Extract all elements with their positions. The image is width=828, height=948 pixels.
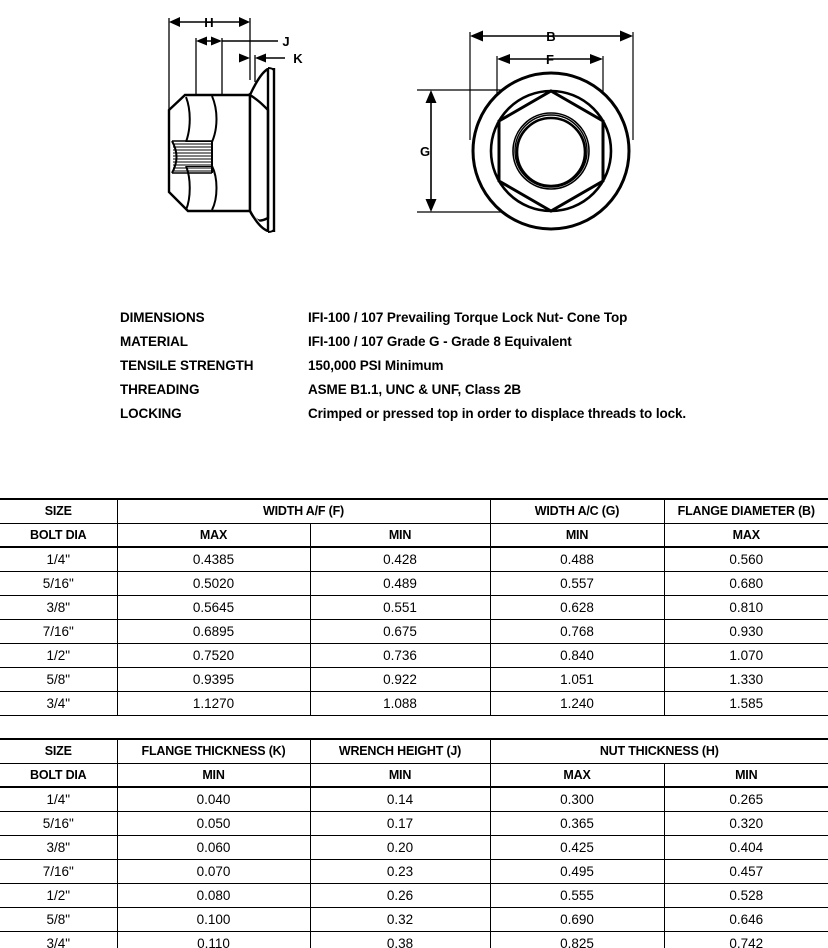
spec-row-tensile-strength	[120, 358, 820, 382]
t1-r3-c1: 0.6895	[117, 619, 310, 643]
t2-r3-c4: 0.457	[664, 859, 828, 883]
t1-r4-c4: 1.070	[664, 643, 828, 667]
t1-r6-c2: 1.088	[310, 691, 490, 715]
spec-row-threading	[120, 382, 820, 406]
t2-r0-c3: 0.300	[490, 787, 664, 811]
t1-r4-c1: 0.7520	[117, 643, 310, 667]
t2-r3-c1: 0.070	[117, 859, 310, 883]
table-row	[0, 691, 828, 715]
table-row	[0, 667, 828, 691]
t2-r6-c3: 0.825	[490, 931, 664, 948]
t2-group-header-size: SIZE	[0, 739, 117, 763]
thread-hole	[517, 118, 585, 186]
t1-sub-header-bolt-dia: BOLT DIA	[0, 523, 117, 547]
table-row	[0, 643, 828, 667]
table-1-sub-header-row	[0, 523, 828, 547]
spec-row-dimensions	[120, 310, 820, 334]
table-row	[0, 859, 828, 883]
t1-sub-header-af-min: MIN	[310, 523, 490, 547]
t2-sub-header-nut-max: MAX	[490, 763, 664, 787]
t2-r4-c2: 0.26	[310, 883, 490, 907]
table-2-sub-header-row	[0, 763, 828, 787]
dimension-label-f: F	[546, 52, 554, 67]
t1-r0-c0: 1/4"	[0, 547, 117, 571]
t1-r2-c4: 0.810	[664, 595, 828, 619]
spec-value-locking: Crimped or pressed top in order to displace threads to lock.	[308, 406, 687, 421]
t2-r6-c4: 0.742	[664, 931, 828, 948]
dimension-label-g: G	[419, 144, 431, 159]
t2-r0-c4: 0.265	[664, 787, 828, 811]
spec-value-tensile-strength: 150,000 PSI Minimum	[308, 358, 444, 373]
t1-r3-c4: 0.930	[664, 619, 828, 643]
t2-r1-c3: 0.365	[490, 811, 664, 835]
t2-r3-c2: 0.23	[310, 859, 490, 883]
t1-r1-c3: 0.557	[490, 571, 664, 595]
dimension-label-b: B	[546, 29, 556, 44]
t2-group-header-nut-thickness: NUT THICKNESS (H)	[490, 739, 828, 763]
t2-r4-c4: 0.528	[664, 883, 828, 907]
t1-r2-c1: 0.5645	[117, 595, 310, 619]
table-1-group-header-row	[0, 499, 828, 523]
t2-sub-header-flange-min: MIN	[117, 763, 310, 787]
table-row	[0, 883, 828, 907]
spec-label-locking: LOCKING	[120, 406, 182, 421]
t1-r5-c2: 0.922	[310, 667, 490, 691]
t2-sub-header-nut-min: MIN	[664, 763, 828, 787]
spec-label-tensile-strength: TENSILE STRENGTH	[120, 358, 254, 373]
spec-value-material: IFI-100 / 107 Grade G - Grade 8 Equivalent	[308, 334, 572, 349]
t2-r2-c4: 0.404	[664, 835, 828, 859]
t1-r4-c2: 0.736	[310, 643, 490, 667]
spec-label-threading: THREADING	[120, 382, 200, 397]
spec-row-material	[120, 334, 820, 358]
t1-r4-c3: 0.840	[490, 643, 664, 667]
specifications-list	[120, 310, 820, 430]
t1-group-header-width-af: WIDTH A/F (F)	[117, 499, 490, 523]
dimension-label-k: K	[293, 51, 303, 66]
t1-r3-c3: 0.768	[490, 619, 664, 643]
table-row	[0, 619, 828, 643]
t1-r0-c3: 0.488	[490, 547, 664, 571]
t1-r0-c2: 0.428	[310, 547, 490, 571]
t1-r0-c4: 0.560	[664, 547, 828, 571]
table-row	[0, 907, 828, 931]
t1-r6-c4: 1.585	[664, 691, 828, 715]
table-row	[0, 547, 828, 571]
t1-r1-c4: 0.680	[664, 571, 828, 595]
t1-r2-c0: 3/8"	[0, 595, 117, 619]
spec-label-material: MATERIAL	[120, 334, 188, 349]
t2-r4-c0: 1/2"	[0, 883, 117, 907]
t2-r1-c1: 0.050	[117, 811, 310, 835]
flange-lock-nut-top-view-drawing	[405, 0, 655, 270]
t2-r4-c1: 0.080	[117, 883, 310, 907]
t2-r1-c2: 0.17	[310, 811, 490, 835]
spec-value-threading: ASME B1.1, UNC & UNF, Class 2B	[308, 382, 522, 397]
t1-r0-c1: 0.4385	[117, 547, 310, 571]
flange-lock-nut-side-view-drawing	[150, 0, 350, 270]
t2-r5-c1: 0.100	[117, 907, 310, 931]
spec-label-dimensions: DIMENSIONS	[120, 310, 205, 325]
t2-r5-c4: 0.646	[664, 907, 828, 931]
flange-outline	[250, 95, 268, 221]
t2-r3-c3: 0.495	[490, 859, 664, 883]
dimensions-table-2	[0, 738, 828, 948]
t2-r2-c2: 0.20	[310, 835, 490, 859]
spec-row-locking	[120, 406, 820, 430]
t2-group-header-flange-thickness: FLANGE THICKNESS (K)	[117, 739, 310, 763]
t1-r5-c1: 0.9395	[117, 667, 310, 691]
t1-sub-header-af-max: MAX	[117, 523, 310, 547]
t2-r0-c0: 1/4"	[0, 787, 117, 811]
t1-r4-c0: 1/2"	[0, 643, 117, 667]
t2-r2-c0: 3/8"	[0, 835, 117, 859]
t2-r3-c0: 7/16"	[0, 859, 117, 883]
table-row	[0, 811, 828, 835]
t1-group-header-width-ac: WIDTH A/C (G)	[490, 499, 664, 523]
t2-sub-header-wrench-min: MIN	[310, 763, 490, 787]
t1-r5-c0: 5/8"	[0, 667, 117, 691]
t1-r1-c1: 0.5020	[117, 571, 310, 595]
t2-r5-c2: 0.32	[310, 907, 490, 931]
table-row	[0, 571, 828, 595]
t2-r6-c0: 3/4"	[0, 931, 117, 948]
t2-r2-c1: 0.060	[117, 835, 310, 859]
t1-sub-header-flange-max: MAX	[664, 523, 828, 547]
table-row	[0, 835, 828, 859]
table-2-group-header-row	[0, 739, 828, 763]
t1-group-header-flange-diameter: FLANGE DIAMETER (B)	[664, 499, 828, 523]
t2-r5-c0: 5/8"	[0, 907, 117, 931]
t1-r3-c2: 0.675	[310, 619, 490, 643]
t2-r5-c3: 0.690	[490, 907, 664, 931]
t2-r4-c3: 0.555	[490, 883, 664, 907]
dimension-label-j: J	[282, 34, 290, 49]
t1-r6-c3: 1.240	[490, 691, 664, 715]
table-row	[0, 595, 828, 619]
t1-sub-header-ac-min: MIN	[490, 523, 664, 547]
t1-r5-c3: 1.051	[490, 667, 664, 691]
spec-value-dimensions: IFI-100 / 107 Prevailing Torque Lock Nut- Cone Top	[308, 310, 628, 325]
technical-drawings	[0, 0, 828, 270]
dimensions-table-1	[0, 498, 828, 716]
t1-group-header-size: SIZE	[0, 499, 117, 523]
t2-r1-c0: 5/16"	[0, 811, 117, 835]
table-row	[0, 931, 828, 948]
t2-group-header-wrench-height: WRENCH HEIGHT (J)	[310, 739, 490, 763]
t2-r2-c3: 0.425	[490, 835, 664, 859]
t1-r6-c0: 3/4"	[0, 691, 117, 715]
t1-r2-c2: 0.551	[310, 595, 490, 619]
t2-r0-c1: 0.040	[117, 787, 310, 811]
t2-r6-c2: 0.38	[310, 931, 490, 948]
t1-r1-c2: 0.489	[310, 571, 490, 595]
t1-r2-c3: 0.628	[490, 595, 664, 619]
t2-sub-header-bolt-dia: BOLT DIA	[0, 763, 117, 787]
table-row	[0, 787, 828, 811]
t1-r3-c0: 7/16"	[0, 619, 117, 643]
dimension-label-h: H	[204, 15, 214, 30]
t1-r1-c0: 5/16"	[0, 571, 117, 595]
t1-r5-c4: 1.330	[664, 667, 828, 691]
t1-r6-c1: 1.1270	[117, 691, 310, 715]
t2-r6-c1: 0.110	[117, 931, 310, 948]
t2-r0-c2: 0.14	[310, 787, 490, 811]
t2-r1-c4: 0.320	[664, 811, 828, 835]
